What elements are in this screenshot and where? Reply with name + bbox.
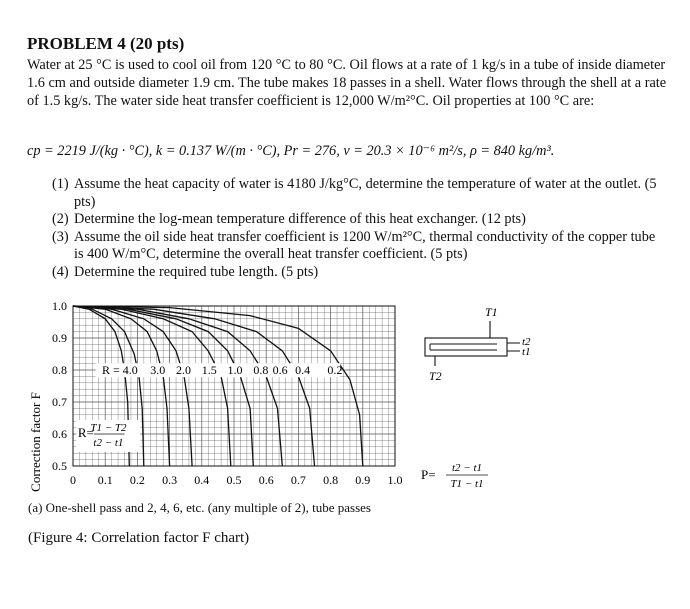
T1-label: T1: [485, 305, 498, 319]
question-text: Determine the required tube length. (5 pts): [74, 263, 319, 280]
question-number: (2): [52, 211, 69, 227]
r-curve-label: 0.4: [295, 363, 311, 378]
shell-diagram: [425, 305, 531, 383]
x-tick-label: 0.8: [323, 473, 339, 487]
r-curve-label: R = 4.0: [101, 363, 138, 378]
subfigure-caption: (a) One-shell pass and 2, 4, 6, etc. (any multiple of 2), tube passes: [28, 500, 371, 515]
question-list: [52, 176, 664, 281]
problem-statement: Water at 25 °C is used to cool oil from 120 °C to 80 °C. Oil flows at a rate of 1 kg/s in a tube of inside diameter 1.6 cm and outside diameter 1.9 cm. The tube makes 18 passes in a shell. Water flows through the shell at a rate of 1.5 kg/s. The water side heat transfer coefficient is 12,000 W/m²°C. Oil properties at 100 °C are:: [27, 57, 667, 109]
y-tick-label: 0.8: [52, 363, 67, 377]
T2-label: T2: [429, 369, 442, 383]
oil-properties: cp = 2219 J/(kg · °C), k = 0.137 W/(m · °C), Pr = 276, ν = 20.3 × 10⁻⁶ m²/s, ρ = 840 kg/m³.: [27, 143, 555, 159]
figure-caption: (Figure 4: Correlation factor F chart): [28, 530, 250, 546]
x-tick-label: 0: [70, 473, 76, 487]
x-tick-label: 0.1: [97, 473, 113, 487]
p-label: P=: [421, 467, 436, 482]
x-tick-label: 0.9: [355, 473, 371, 487]
question-2: [52, 211, 664, 229]
r-curve-label: 1.0: [227, 363, 243, 378]
question-4: [52, 264, 664, 282]
correction-factor-figure: [0, 296, 690, 526]
question-text: Assume the oil side heat transfer coefficient is 1200 W/m²°C, thermal conductivity of the copper tube is 400 W/m°C, determine the overall heat transfer coefficient. (5 pts): [74, 228, 656, 262]
r-curve-label: 2.0: [176, 363, 192, 378]
y-axis-label: Correction factor F: [28, 392, 43, 492]
x-tick-label: 0.2: [129, 473, 145, 487]
t2-label: t2: [522, 336, 531, 348]
y-tick-label: 0.9: [52, 331, 67, 345]
r-curve-label: 0.8: [253, 363, 269, 378]
r-curve-label: 0.6: [272, 363, 288, 378]
x-tick-label: 1.0: [387, 473, 403, 487]
x-tick-label: 0.7: [290, 473, 306, 487]
question-number: (4): [52, 263, 69, 280]
r-denominator: t2 − t1: [93, 437, 124, 449]
x-tick-label: 0.3: [162, 473, 178, 487]
t1-label: t1: [522, 346, 531, 358]
r-label: R=: [77, 425, 94, 440]
question-number: (3): [52, 228, 69, 245]
question-number: (1): [52, 176, 69, 192]
p-denominator: T1 − t1: [450, 478, 484, 490]
y-tick-label: 1.0: [52, 299, 67, 313]
problem-title: PROBLEM 4 (20 pts): [27, 34, 185, 53]
question-text: Assume the heat capacity of water is 4180 J/kg°C, determine the temperature of water at the outlet. (5 pts): [74, 176, 657, 210]
correction-factor-chart: [0, 296, 690, 496]
p-numerator: t2 − t1: [451, 462, 483, 474]
r-curve-label: 1.5: [201, 363, 217, 378]
y-tick-label: 0.7: [52, 395, 67, 409]
r-curve-label: 3.0: [150, 363, 166, 378]
question-text: Determine the log-mean temperature difference of this heat exchanger. (12 pts): [74, 211, 526, 227]
question-1: [52, 176, 664, 211]
r-numerator: T1 − T2: [90, 422, 127, 434]
y-tick-label: 0.5: [52, 459, 67, 473]
x-tick-label: 0.4: [194, 473, 210, 487]
y-tick-label: 0.6: [52, 427, 67, 441]
r-curve-label: 0.2: [327, 363, 343, 378]
x-tick-label: 0.5: [226, 473, 242, 487]
p-definition: [421, 462, 488, 490]
question-3: [52, 229, 664, 264]
x-tick-label: 0.6: [258, 473, 274, 487]
